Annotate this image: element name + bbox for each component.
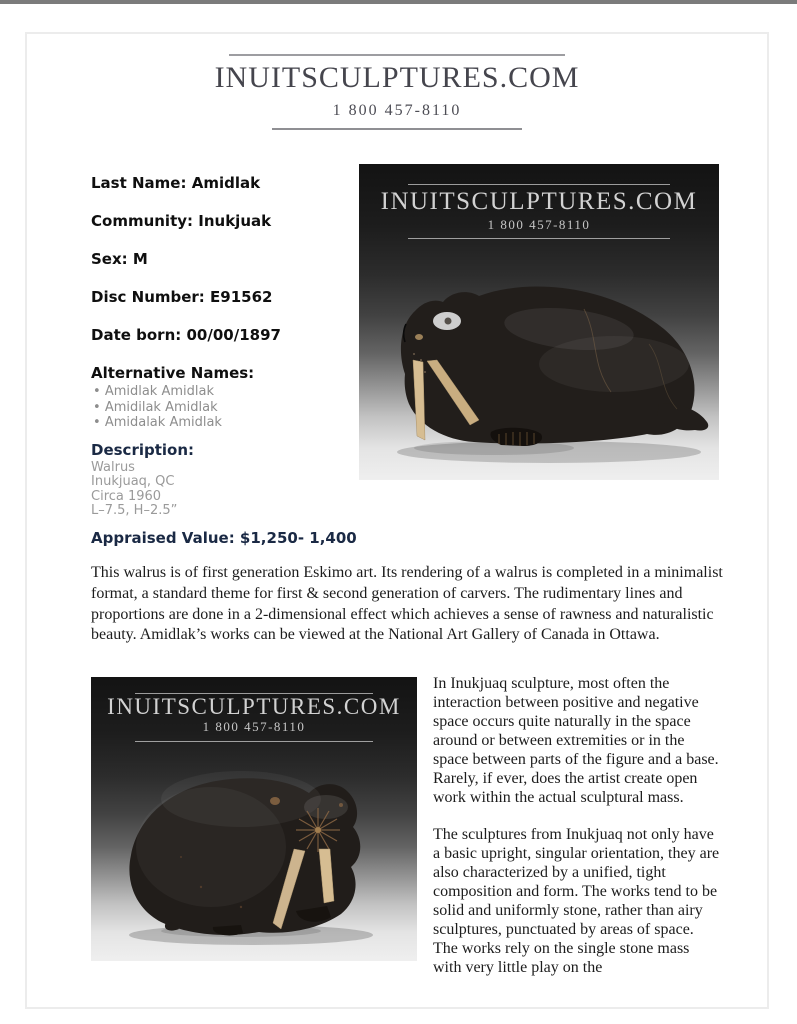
field-value: M (132, 250, 148, 268)
masthead-rule-top (229, 54, 565, 56)
alternative-name-item: • Amidilak Amidlak (93, 400, 357, 416)
alternative-names-list (91, 384, 357, 431)
appraised-value: Appraised Value: $1,250- 1,400 (91, 529, 357, 547)
walrus-side-illustration (359, 164, 719, 480)
watermark-title: INUITSCULPTURES.COM (107, 694, 401, 719)
walrus-shadow (397, 441, 701, 463)
artist-info-panel (91, 174, 357, 519)
field-disc-number (91, 288, 357, 306)
field-value: Amidlak (191, 174, 261, 192)
description-line-circa: Circa 1960 (91, 488, 162, 504)
watermark-phone: 1 800 457-8110 (202, 719, 306, 734)
article-body (91, 674, 721, 995)
alternative-names-heading: Alternative Names: (91, 364, 255, 382)
description-line-location: Inukjuaq, QC (91, 474, 175, 489)
window-top-bar (0, 0, 797, 4)
sculpture-photo-front-view[interactable] (91, 677, 417, 961)
sculpture-photo-side-view[interactable] (359, 164, 719, 480)
field-label: Last Name: (91, 174, 187, 192)
description-line-subject: Walrus (91, 459, 135, 475)
field-date-born (91, 326, 357, 344)
site-masthead (27, 54, 767, 130)
field-value: Inukjuak (198, 212, 272, 230)
field-label: Disc Number: (91, 288, 205, 306)
site-title: INUITSCULPTURES.COM (214, 61, 580, 94)
alternative-name-item: • Amidalak Amidlak (93, 415, 357, 431)
walrus-front-illustration (91, 677, 417, 961)
field-label: Date born: (91, 326, 182, 344)
alternative-name-item: • Amidlak Amidlak (93, 384, 357, 400)
watermark-phone: 1 800 457-8110 (487, 217, 591, 232)
paragraph-inukjuaq-form: The sculptures from Inukjuaq not only have a basic upright, singular orientation, they are also characterized by a unified, tight composition and form. The works tend to be solid and uniformly stone, rather than airy sculptures, punctuated by areas of space. The works rely on the single stone mass with very little play on the (433, 826, 720, 976)
paragraph-inukjuaq-style: In Inukjuaq sculpture, most often the interaction between positive and negative space occurs quite naturally in the space around or between extremities or in the space between parts of the figure and a base. Rarely, if ever, does the artist create open work within the actual sculptural mass. (433, 675, 719, 806)
field-value: 00/00/1897 (186, 326, 281, 344)
field-value: E91562 (210, 288, 273, 306)
watermark-title: INUITSCULPTURES.COM (380, 188, 698, 215)
masthead-rule-bottom (272, 128, 522, 130)
site-phone-number: 1 800 457-8110 (332, 102, 462, 119)
description-heading: Description: (91, 440, 195, 459)
walrus-eye-patch (433, 312, 461, 330)
description-line-dimensions: L–7.5, H–2.5” (91, 503, 178, 518)
field-sex (91, 250, 357, 268)
document-page (25, 32, 769, 1009)
field-label: Sex: (91, 250, 128, 268)
field-community (91, 212, 357, 230)
field-label: Community: (91, 212, 194, 230)
paragraph-intro: This walrus is of first generation Eskimo art. Its rendering of a walrus is completed in a minimalist format, a standard theme for first & second generation of carvers. The rudimentary lines and proportions are done in a 2-dimensional effect which achieves a sense of rawness and naturalistic beauty. Amidlak’s works can be viewed at the National Art Gallery of Canada in Ottawa. (91, 564, 723, 644)
walrus-body (401, 287, 708, 444)
field-last-name (91, 174, 357, 192)
